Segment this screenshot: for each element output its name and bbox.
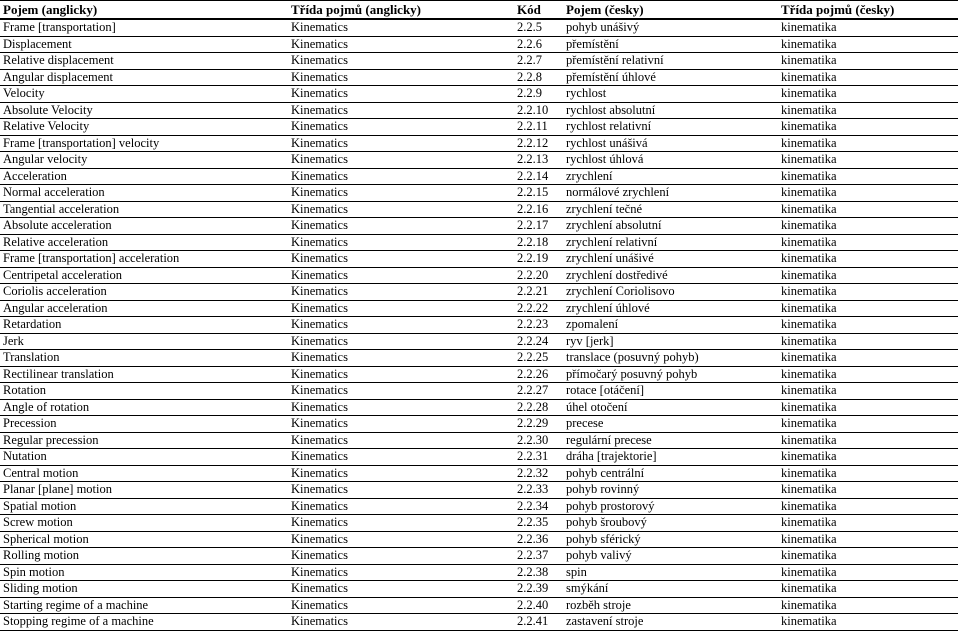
class-english-cell: Kinematics [288,19,514,36]
class-english-cell: Kinematics [288,449,514,466]
class-czech-cell: kinematika [778,416,958,433]
term-czech-cell: pohyb sférický [563,531,778,548]
term-czech-cell: přímočarý posuvný pohyb [563,366,778,383]
class-english-cell: Kinematics [288,416,514,433]
term-english-cell: Velocity [0,86,288,103]
term-czech-cell: precese [563,416,778,433]
term-czech-cell: rychlost absolutní [563,102,778,119]
term-czech-cell: rychlost relativní [563,119,778,136]
header-term-english: Pojem (anglicky) [0,1,288,20]
code-cell: 2.2.24 [514,333,563,350]
term-english-cell: Coriolis acceleration [0,284,288,301]
class-english-cell: Kinematics [288,498,514,515]
table-row [0,234,958,251]
class-english-cell: Kinematics [288,119,514,136]
code-cell: 2.2.23 [514,317,563,334]
term-czech-cell: zrychlení dostředivé [563,267,778,284]
class-czech-cell: kinematika [778,19,958,36]
code-cell: 2.2.33 [514,482,563,499]
table-row [0,102,958,119]
code-cell: 2.2.22 [514,300,563,317]
table-body [0,19,958,630]
table-row [0,548,958,565]
class-english-cell: Kinematics [288,69,514,86]
class-czech-cell: kinematika [778,251,958,268]
code-cell: 2.2.14 [514,168,563,185]
term-czech-cell: spin [563,564,778,581]
table-row [0,218,958,235]
table-row [0,168,958,185]
class-english-cell: Kinematics [288,300,514,317]
term-czech-cell: zrychlení Coriolisovo [563,284,778,301]
class-english-cell: Kinematics [288,432,514,449]
class-czech-cell: kinematika [778,102,958,119]
code-cell: 2.2.28 [514,399,563,416]
term-english-cell: Angle of rotation [0,399,288,416]
term-czech-cell: zpomalení [563,317,778,334]
class-czech-cell: kinematika [778,498,958,515]
code-cell: 2.2.18 [514,234,563,251]
term-czech-cell: smýkání [563,581,778,598]
table-row [0,53,958,70]
code-cell: 2.2.36 [514,531,563,548]
term-english-cell: Stopping regime of a machine [0,614,288,631]
class-english-cell: Kinematics [288,218,514,235]
term-english-cell: Spatial motion [0,498,288,515]
table-row [0,251,958,268]
table-row [0,597,958,614]
class-english-cell: Kinematics [288,597,514,614]
class-czech-cell: kinematika [778,383,958,400]
term-english-cell: Frame [transportation] acceleration [0,251,288,268]
code-cell: 2.2.5 [514,19,563,36]
class-czech-cell: kinematika [778,399,958,416]
term-english-cell: Absolute acceleration [0,218,288,235]
code-cell: 2.2.32 [514,465,563,482]
code-cell: 2.2.15 [514,185,563,202]
term-czech-cell: rozběh stroje [563,597,778,614]
class-czech-cell: kinematika [778,465,958,482]
term-english-cell: Normal acceleration [0,185,288,202]
code-cell: 2.2.16 [514,201,563,218]
term-english-cell: Angular displacement [0,69,288,86]
class-czech-cell: kinematika [778,135,958,152]
table-row [0,366,958,383]
class-english-cell: Kinematics [288,267,514,284]
class-english-cell: Kinematics [288,36,514,53]
code-cell: 2.2.6 [514,36,563,53]
class-english-cell: Kinematics [288,185,514,202]
term-english-cell: Rectilinear translation [0,366,288,383]
class-english-cell: Kinematics [288,168,514,185]
term-czech-cell: zrychlení absolutní [563,218,778,235]
term-czech-cell: pohyb šroubový [563,515,778,532]
term-english-cell: Planar [plane] motion [0,482,288,499]
term-czech-cell: zrychlení relativní [563,234,778,251]
table-row [0,432,958,449]
table-row [0,581,958,598]
term-english-cell: Spherical motion [0,531,288,548]
code-cell: 2.2.26 [514,366,563,383]
class-english-cell: Kinematics [288,86,514,103]
class-czech-cell: kinematika [778,201,958,218]
header-code: Kód [514,1,563,20]
class-english-cell: Kinematics [288,102,514,119]
class-czech-cell: kinematika [778,449,958,466]
term-czech-cell: dráha [trajektorie] [563,449,778,466]
code-cell: 2.2.20 [514,267,563,284]
term-czech-cell: úhel otočení [563,399,778,416]
table-row [0,135,958,152]
table-row [0,515,958,532]
term-czech-cell: rychlost unášivá [563,135,778,152]
class-czech-cell: kinematika [778,581,958,598]
term-english-cell: Angular velocity [0,152,288,169]
code-cell: 2.2.21 [514,284,563,301]
class-english-cell: Kinematics [288,251,514,268]
table-row [0,399,958,416]
code-cell: 2.2.7 [514,53,563,70]
term-english-cell: Rotation [0,383,288,400]
code-cell: 2.2.27 [514,383,563,400]
table-row [0,449,958,466]
table-row [0,333,958,350]
table-row [0,69,958,86]
term-czech-cell: zastavení stroje [563,614,778,631]
term-english-cell: Spin motion [0,564,288,581]
class-czech-cell: kinematika [778,432,958,449]
term-english-cell: Regular precession [0,432,288,449]
code-cell: 2.2.25 [514,350,563,367]
term-czech-cell: zrychlení [563,168,778,185]
class-czech-cell: kinematika [778,86,958,103]
code-cell: 2.2.8 [514,69,563,86]
class-czech-cell: kinematika [778,515,958,532]
class-english-cell: Kinematics [288,284,514,301]
table-row [0,119,958,136]
term-czech-cell: zrychlení tečné [563,201,778,218]
term-english-cell: Jerk [0,333,288,350]
class-english-cell: Kinematics [288,366,514,383]
term-czech-cell: rychlost [563,86,778,103]
table-row [0,614,958,631]
code-cell: 2.2.13 [514,152,563,169]
table-row [0,267,958,284]
term-czech-cell: rychlost úhlová [563,152,778,169]
class-english-cell: Kinematics [288,333,514,350]
code-cell: 2.2.19 [514,251,563,268]
term-english-cell: Relative Velocity [0,119,288,136]
class-english-cell: Kinematics [288,234,514,251]
code-cell: 2.2.9 [514,86,563,103]
class-czech-cell: kinematika [778,284,958,301]
table-row [0,300,958,317]
class-english-cell: Kinematics [288,135,514,152]
table-row [0,317,958,334]
term-english-cell: Sliding motion [0,581,288,598]
term-czech-cell: ryv [jerk] [563,333,778,350]
class-english-cell: Kinematics [288,399,514,416]
code-cell: 2.2.38 [514,564,563,581]
class-czech-cell: kinematika [778,366,958,383]
class-czech-cell: kinematika [778,69,958,86]
class-czech-cell: kinematika [778,300,958,317]
code-cell: 2.2.17 [514,218,563,235]
term-czech-cell: pohyb prostorový [563,498,778,515]
class-czech-cell: kinematika [778,317,958,334]
header-class-czech: Třída pojmů (česky) [778,1,958,20]
code-cell: 2.2.37 [514,548,563,565]
term-english-cell: Central motion [0,465,288,482]
table-row [0,152,958,169]
term-english-cell: Starting regime of a machine [0,597,288,614]
table-row [0,201,958,218]
term-czech-cell: rotace [otáčení] [563,383,778,400]
code-cell: 2.2.40 [514,597,563,614]
term-czech-cell: přemístění [563,36,778,53]
class-english-cell: Kinematics [288,564,514,581]
table-header [0,1,958,20]
class-english-cell: Kinematics [288,317,514,334]
class-czech-cell: kinematika [778,333,958,350]
class-english-cell: Kinematics [288,383,514,400]
term-english-cell: Displacement [0,36,288,53]
term-czech-cell: pohyb rovinný [563,482,778,499]
term-english-cell: Frame [transportation] velocity [0,135,288,152]
term-czech-cell: pohyb valivý [563,548,778,565]
class-english-cell: Kinematics [288,350,514,367]
class-english-cell: Kinematics [288,581,514,598]
class-czech-cell: kinematika [778,185,958,202]
term-czech-cell: přemístění relativní [563,53,778,70]
table-row [0,531,958,548]
class-czech-cell: kinematika [778,564,958,581]
table-row [0,19,958,36]
code-cell: 2.2.11 [514,119,563,136]
table-row [0,350,958,367]
class-english-cell: Kinematics [288,548,514,565]
term-english-cell: Frame [transportation] [0,19,288,36]
table-row [0,465,958,482]
class-english-cell: Kinematics [288,465,514,482]
table-row [0,564,958,581]
class-english-cell: Kinematics [288,152,514,169]
header-row [0,1,958,20]
class-czech-cell: kinematika [778,53,958,70]
term-english-cell: Relative acceleration [0,234,288,251]
term-english-cell: Nutation [0,449,288,466]
header-term-czech: Pojem (česky) [563,1,778,20]
class-english-cell: Kinematics [288,201,514,218]
term-english-cell: Relative displacement [0,53,288,70]
table-row [0,284,958,301]
code-cell: 2.2.30 [514,432,563,449]
term-english-cell: Precession [0,416,288,433]
class-english-cell: Kinematics [288,515,514,532]
term-czech-cell: přemístění úhlové [563,69,778,86]
class-czech-cell: kinematika [778,152,958,169]
term-english-cell: Screw motion [0,515,288,532]
code-cell: 2.2.29 [514,416,563,433]
table-row [0,185,958,202]
term-czech-cell: pohyb centrální [563,465,778,482]
code-cell: 2.2.10 [514,102,563,119]
class-czech-cell: kinematika [778,168,958,185]
term-english-cell: Absolute Velocity [0,102,288,119]
header-class-english: Třída pojmů (anglicky) [288,1,514,20]
code-cell: 2.2.12 [514,135,563,152]
term-english-cell: Translation [0,350,288,367]
class-czech-cell: kinematika [778,267,958,284]
class-english-cell: Kinematics [288,531,514,548]
class-czech-cell: kinematika [778,36,958,53]
term-english-cell: Acceleration [0,168,288,185]
class-english-cell: Kinematics [288,53,514,70]
term-czech-cell: zrychlení unášivé [563,251,778,268]
table-row [0,498,958,515]
class-english-cell: Kinematics [288,614,514,631]
term-czech-cell: translace (posuvný pohyb) [563,350,778,367]
class-czech-cell: kinematika [778,482,958,499]
table-row [0,482,958,499]
table-row [0,36,958,53]
code-cell: 2.2.35 [514,515,563,532]
term-czech-cell: normálové zrychlení [563,185,778,202]
term-czech-cell: regulární precese [563,432,778,449]
class-czech-cell: kinematika [778,597,958,614]
table-row [0,416,958,433]
table-row [0,86,958,103]
term-english-cell: Retardation [0,317,288,334]
code-cell: 2.2.41 [514,614,563,631]
class-czech-cell: kinematika [778,531,958,548]
term-czech-cell: pohyb unášivý [563,19,778,36]
class-english-cell: Kinematics [288,482,514,499]
term-english-cell: Angular acceleration [0,300,288,317]
class-czech-cell: kinematika [778,548,958,565]
term-english-cell: Rolling motion [0,548,288,565]
term-czech-cell: zrychlení úhlové [563,300,778,317]
class-czech-cell: kinematika [778,119,958,136]
class-czech-cell: kinematika [778,614,958,631]
class-czech-cell: kinematika [778,350,958,367]
code-cell: 2.2.39 [514,581,563,598]
table-row [0,383,958,400]
term-english-cell: Tangential acceleration [0,201,288,218]
class-czech-cell: kinematika [778,234,958,251]
code-cell: 2.2.31 [514,449,563,466]
term-english-cell: Centripetal acceleration [0,267,288,284]
code-cell: 2.2.34 [514,498,563,515]
class-czech-cell: kinematika [778,218,958,235]
